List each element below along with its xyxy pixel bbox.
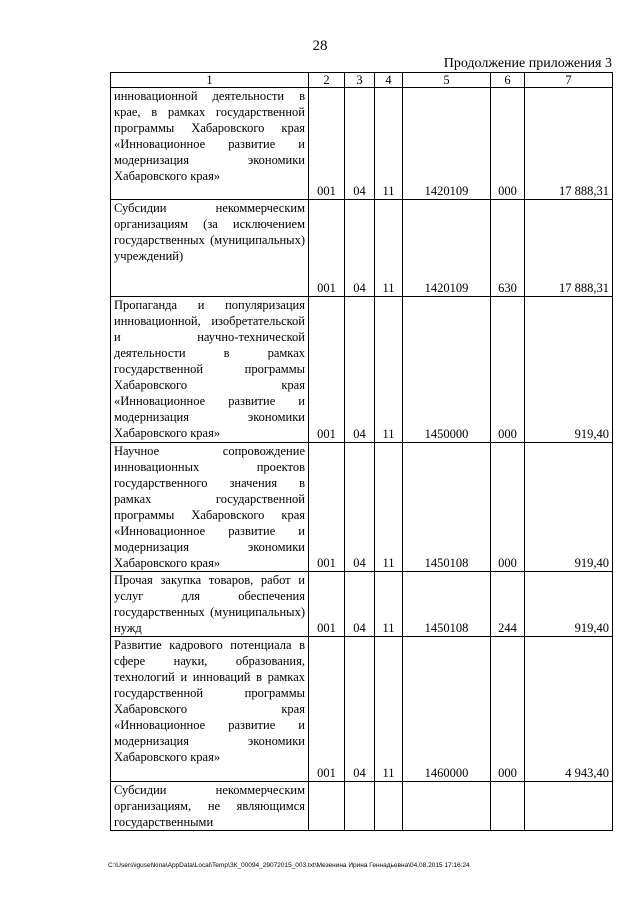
header-col-7: 7 [525, 73, 613, 88]
table-row [111, 443, 613, 572]
row-subsection-code: 11 [375, 572, 403, 637]
row-amount [525, 782, 613, 831]
row-expense-type: 244 [491, 572, 525, 637]
row-section-code: 04 [345, 572, 375, 637]
row-section-code [345, 782, 375, 831]
row-amount: 919,40 [525, 297, 613, 443]
header-col-5: 5 [403, 73, 491, 88]
row-admin-code [309, 782, 345, 831]
header-col-2: 2 [309, 73, 345, 88]
row-expense-type: 000 [491, 88, 525, 200]
table-row [111, 782, 613, 831]
budget-table [110, 72, 613, 831]
row-name: Прочая закупка товаров, работ и услуг для обеспечения государственных (муниципальных) нужд [111, 572, 309, 637]
row-expense-type: 000 [491, 637, 525, 782]
row-subsection-code: 11 [375, 200, 403, 297]
row-target-code [403, 782, 491, 831]
table-row [111, 637, 613, 782]
row-target-code: 1450108 [403, 572, 491, 637]
row-section-code: 04 [345, 200, 375, 297]
row-subsection-code: 11 [375, 637, 403, 782]
table-row [111, 297, 613, 443]
row-admin-code: 001 [309, 88, 345, 200]
table-row [111, 200, 613, 297]
row-name: инновационной деятельности в крае, в рамках государственной программы Хабаровского края «Инновационное развитие и модернизация экономики Хабаровского края» [111, 88, 309, 200]
row-name: Развитие кадрового потенциала в сфере науки, образования, технологий и инноваций в рамках государственной программы Хабаровского края «Инновационное развитие и модернизация экономики Хабаровского края» [111, 637, 309, 782]
row-subsection-code: 11 [375, 297, 403, 443]
row-admin-code: 001 [309, 637, 345, 782]
row-expense-type: 630 [491, 200, 525, 297]
row-admin-code: 001 [309, 572, 345, 637]
header-row [111, 73, 613, 88]
row-section-code: 04 [345, 88, 375, 200]
row-target-code: 1450108 [403, 443, 491, 572]
file-path-footer: C:\Users\igusel\kina\AppData\Local\Temp\ЗК_00094_29072015_003.txt\Мезенина Ирина Геннадьевна\04.08.2015 17:16:24 [108, 862, 470, 869]
row-amount: 17 888,31 [525, 88, 613, 200]
page-number: 28 [312, 38, 328, 54]
row-expense-type: 000 [491, 443, 525, 572]
row-admin-code: 001 [309, 297, 345, 443]
row-name: Научное сопровождение инновационных проектов государственного значения в рамках государственной программы Хабаровского края «Инновационное развитие и модернизация экономики Хабаровского края» [111, 443, 309, 572]
row-expense-type: 000 [491, 297, 525, 443]
row-name: Пропаганда и популяризация инновационной, изобретательской и научно-технической деятельности в рамках государственной программы Хабаровского края «Инновационное развитие и модернизация экономики Хабаровского края» [111, 297, 309, 443]
row-admin-code: 001 [309, 443, 345, 572]
table-row [111, 572, 613, 637]
row-amount: 4 943,40 [525, 637, 613, 782]
row-section-code: 04 [345, 297, 375, 443]
row-amount: 919,40 [525, 443, 613, 572]
row-subsection-code [375, 782, 403, 831]
row-amount: 919,40 [525, 572, 613, 637]
row-name: Субсидии некоммерческим организациям (за исключением государственных (муниципальных) учреждений) [111, 200, 309, 297]
row-target-code: 1460000 [403, 637, 491, 782]
row-target-code: 1420109 [403, 200, 491, 297]
row-amount: 17 888,31 [525, 200, 613, 297]
row-name: Субсидии некоммерческим организациям, не являющимся государственными [111, 782, 309, 831]
row-section-code: 04 [345, 637, 375, 782]
header-col-3: 3 [345, 73, 375, 88]
continuation-label: Продолжение приложения 3 [443, 56, 612, 71]
header-col-4: 4 [375, 73, 403, 88]
row-subsection-code: 11 [375, 88, 403, 200]
header-col-1: 1 [111, 73, 309, 88]
header-col-6: 6 [491, 73, 525, 88]
row-section-code: 04 [345, 443, 375, 572]
row-subsection-code: 11 [375, 443, 403, 572]
row-expense-type [491, 782, 525, 831]
row-target-code: 1450000 [403, 297, 491, 443]
row-target-code: 1420109 [403, 88, 491, 200]
row-admin-code: 001 [309, 200, 345, 297]
table-row [111, 88, 613, 200]
